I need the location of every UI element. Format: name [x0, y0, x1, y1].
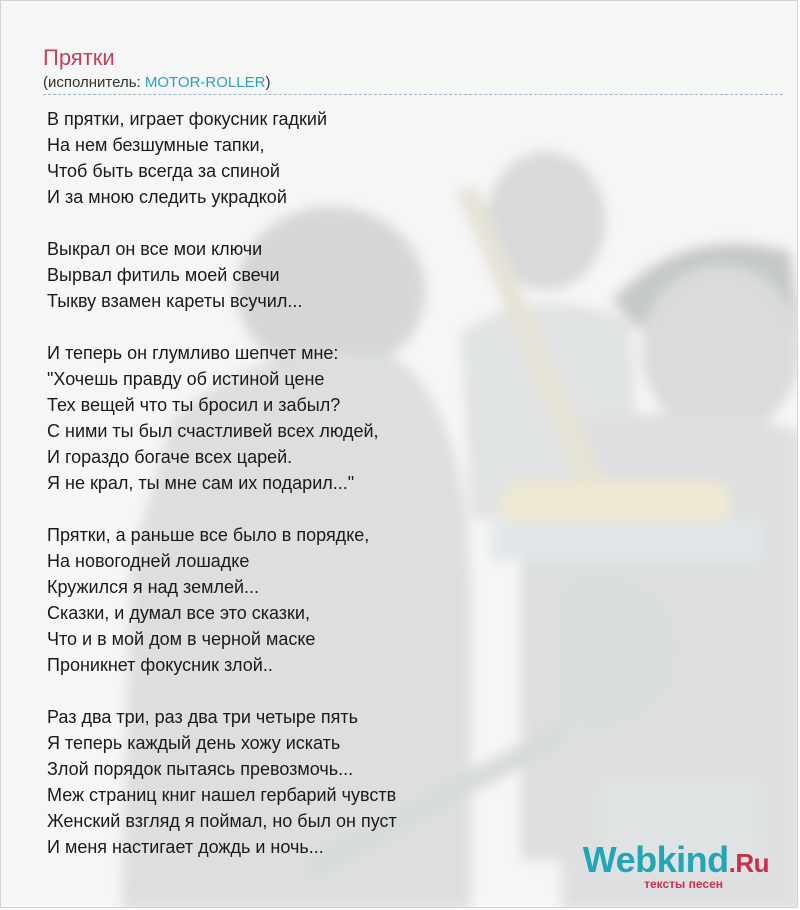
lyric-line: Женский взгляд я поймал, но был он пуст — [47, 811, 397, 831]
performer-prefix: (исполнитель: — [43, 74, 145, 91]
lyric-line: Злой порядок пытаясь превозмочь... — [47, 759, 354, 779]
logo-tagline: тексты песен — [644, 877, 723, 891]
lyric-line: Прятки, а раньше все было в порядке, — [47, 525, 370, 545]
lyric-line: И теперь он глумливо шепчет мне: — [47, 343, 339, 363]
lyric-line: Что и в мой дом в черной маске — [47, 629, 316, 649]
lyric-line: Раз два три, раз два три четыре пять — [47, 707, 359, 727]
lyric-line: Меж страниц книг нашел гербарий чувств — [47, 785, 397, 805]
lyric-line: И меня настигает дождь и ночь... — [47, 837, 324, 857]
site-logo[interactable] — [582, 839, 769, 891]
lyric-line: Сказки, и думал все это сказки, — [47, 603, 310, 623]
lyric-line: На новогодней лошадке — [47, 551, 250, 571]
lyric-line: Я не крал, ты мне сам их подарил..." — [47, 473, 355, 493]
lyric-line: В прятки, играет фокусник гадкий — [47, 109, 328, 129]
lyric-line: И гораздо богаче всех царей. — [47, 447, 293, 467]
lyric-line: Тех вещей что ты бросил и забыл? — [47, 395, 341, 415]
lyric-line: Проникнет фокусник злой.. — [47, 655, 273, 675]
stanza-gap — [47, 678, 607, 704]
stanza-gap — [47, 210, 607, 236]
lyric-line: "Хочешь правду об истиной цене — [47, 369, 325, 389]
lyric-line: Вырвал фитиль моей свечи — [47, 265, 280, 285]
stanza-gap — [47, 496, 607, 522]
lyric-line: Тыкву взамен кареты всучил... — [47, 291, 303, 311]
lyric-line: Кружился я над землей... — [47, 577, 260, 597]
lyrics-text — [47, 106, 607, 860]
performer-line — [43, 74, 270, 91]
logo-tld: .Ru — [728, 848, 769, 878]
stanza-gap — [47, 314, 607, 340]
lyric-line: С ними ты был счастливей всех людей, — [47, 421, 379, 441]
lyric-line: Выкрал он все мои ключи — [47, 239, 263, 259]
lyric-line: Чтоб быть всегда за спиной — [47, 161, 280, 181]
lyric-line: И за мною следить украдкой — [47, 187, 287, 207]
title-divider — [43, 94, 783, 95]
performer-suffix: ) — [265, 74, 271, 91]
lyric-line: Я теперь каждый день хожу искать — [47, 733, 341, 753]
artist-link[interactable]: MOTOR-ROLLER — [144, 74, 266, 91]
logo-brand: Webkind — [582, 839, 729, 880]
song-title: Прятки — [43, 45, 115, 70]
lyric-line: На нем безшумные тапки, — [47, 135, 265, 155]
